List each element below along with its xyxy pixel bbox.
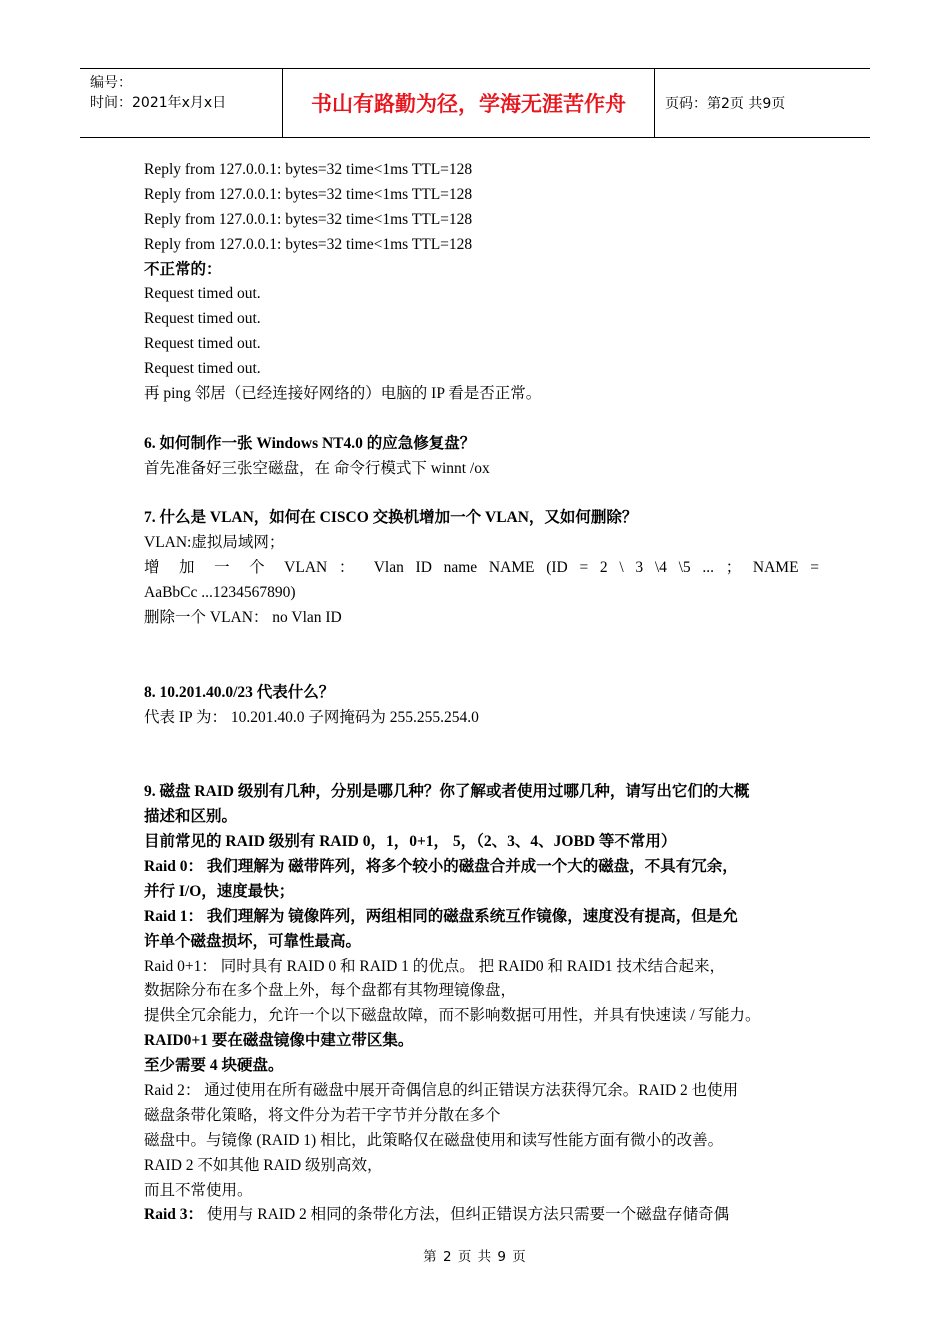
text-line: 磁盘条带化策略，将文件分为若干字节并分散在多个	[144, 1106, 501, 1124]
text-line: 增 加 一 个 VLAN ： Vlan ID name NAME (ID = 2 \ 3 \4 \5 ... ； NAME =	[144, 559, 819, 577]
text-line: Raid 1： 我们理解为 镜像阵列，两组相同的磁盘系统互作镜像，速度没有提高，但是允	[144, 907, 738, 925]
text-line: 描述和区别。	[144, 808, 238, 826]
text-line: 8. 10.201.40.0/23 代表什么？	[144, 683, 335, 701]
text-line: 删除一个 VLAN： no Vlan ID	[144, 609, 342, 627]
text-line: RAID 2 不如其他 RAID 级别高效，	[144, 1156, 383, 1174]
text-line: Reply from 127.0.0.1: bytes=32 time<1ms TTL=128	[144, 235, 473, 253]
blank-line	[144, 482, 819, 507]
time-label: 时间：2021年x月x日	[90, 95, 227, 111]
text-line: Request timed out.	[144, 335, 261, 353]
page-header	[80, 68, 870, 138]
text-line: 并行 I/O，速度最快；	[144, 882, 295, 900]
text-line: AaBbCc ...1234567890)	[144, 584, 296, 602]
text-line: Raid 0+1： 同时具有 RAID 0 和 RAID 1 的优点。 把 RAID0 和 RAID1 技术结合起来，	[144, 957, 725, 975]
text-line: 提供全冗余能力，允许一个以下磁盘故障，而不影响数据可用性，并具有快速读 / 写能力。	[144, 1007, 761, 1025]
header-motto-cell	[282, 69, 655, 137]
text-line: 目前常见的 RAID 级别有 RAID 0，1，0+1， 5，（2、3、4、JOBD 等不常用）	[144, 833, 677, 851]
blank-line	[144, 631, 819, 656]
blank-line	[144, 407, 819, 432]
document-body	[144, 158, 819, 1228]
text-line: 9. 磁盘 RAID 级别有几种，分别是哪几种？你了解或者使用过哪几种，请写出它们的大概	[144, 783, 750, 801]
text-line: 数据除分布在多个盘上外，每个盘都有其物理镜像盘，	[144, 982, 517, 1000]
header-meta	[80, 69, 282, 137]
text-line: 不正常的：	[144, 260, 222, 278]
blank-line	[144, 730, 819, 755]
text-line-rest: 使用与 RAID 2 相同的条带化方法，但纠正错误方法只需要一个磁盘存储奇偶	[203, 1206, 730, 1224]
text-line: VLAN:虚拟局域网；	[144, 534, 285, 552]
text-line: 磁盘中。与镜像 (RAID 1) 相比，此策略仅在磁盘使用和读写性能方面有微小的改善。	[144, 1131, 724, 1149]
text-line	[144, 1203, 819, 1228]
page-label: 页码：第2页 共9页	[665, 96, 786, 112]
text-line: RAID0+1 要在磁盘镜像中建立带区集。	[144, 1032, 414, 1050]
blank-line	[144, 755, 819, 780]
text-line: 首先准备好三张空磁盘，在 命令行模式下 winnt /ox	[144, 459, 490, 477]
text-line: 代表 IP 为： 10.201.40.0 子网掩码为 255.255.254.0	[144, 708, 479, 726]
text-line-lead: Raid 3：	[144, 1206, 203, 1224]
text-line: 而且不常使用。	[144, 1181, 253, 1199]
text-line: Raid 2： 通过使用在所有磁盘中展开奇偶信息的纠正错误方法获得冗余。RAID 2 也使用	[144, 1081, 739, 1099]
header-page-cell	[655, 69, 870, 137]
text-line: Reply from 127.0.0.1: bytes=32 time<1ms TTL=128	[144, 185, 473, 203]
text-line: Request timed out.	[144, 360, 261, 378]
page-footer: 第 2 页 共 9 页	[423, 1249, 527, 1265]
text-line: Raid 0： 我们理解为 磁带阵列，将多个较小的磁盘合并成一个大的磁盘，不具有冗余，	[144, 857, 738, 875]
text-line: Request timed out.	[144, 310, 261, 328]
text-line: Request timed out.	[144, 285, 261, 303]
text-line: Reply from 127.0.0.1: bytes=32 time<1ms TTL=128	[144, 161, 473, 178]
text-line: Reply from 127.0.0.1: bytes=32 time<1ms TTL=128	[144, 210, 473, 228]
motto: 书山有路勤为径，学海无涯苦作舟	[311, 92, 626, 116]
text-line: 再 ping 邻居（已经连接好网络的）电脑的 IP 看是否正常。	[144, 385, 542, 403]
text-line: 6. 如何制作一张 Windows NT4.0 的应急修复盘？	[144, 434, 476, 452]
text-line: 至少需要 4 块硬盘。	[144, 1057, 284, 1075]
text-line: 许单个磁盘损坏，可靠性最高。	[144, 932, 362, 950]
blank-line	[144, 656, 819, 681]
text-line: 7. 什么是 VLAN，如何在 CISCO 交换机增加一个 VLAN，又如何删除？	[144, 509, 638, 527]
number-label: 编号：	[90, 75, 132, 91]
